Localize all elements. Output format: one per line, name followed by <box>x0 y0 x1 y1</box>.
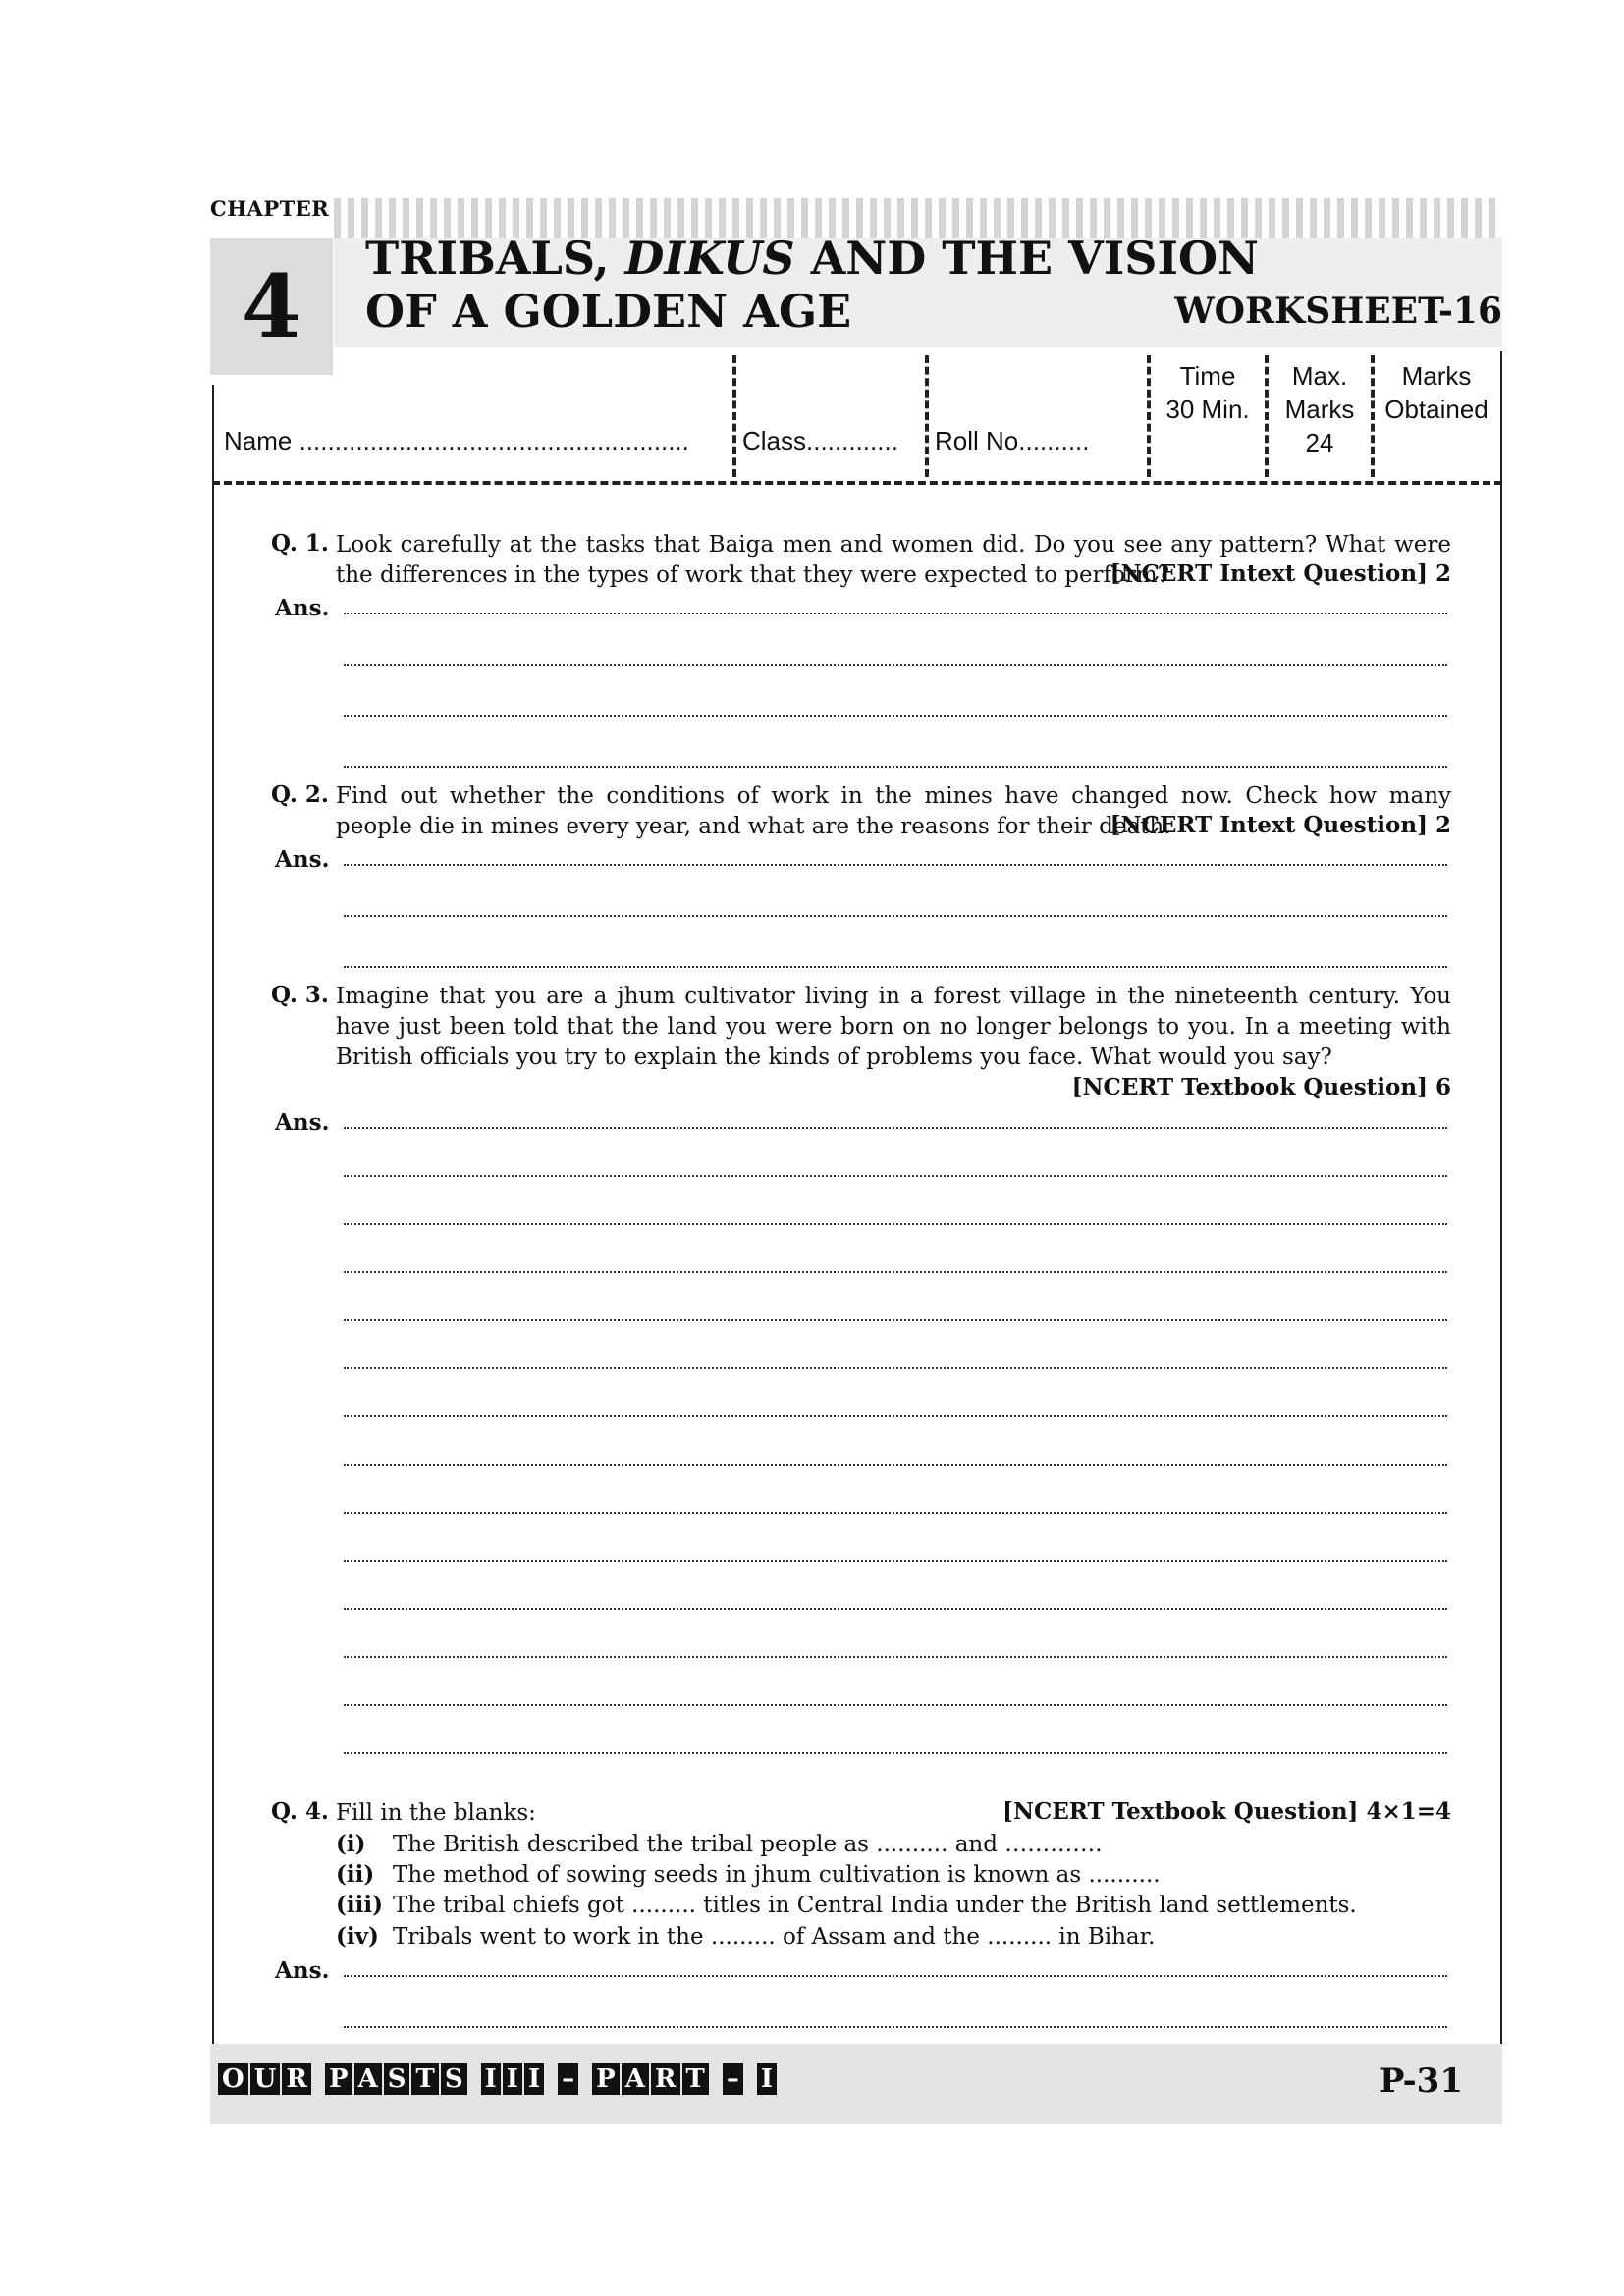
answer-line[interactable] <box>344 1127 1447 1129</box>
question-text: Imagine that you are a jhum cultivator living in a forest village in the nineteenth century. You have just been told that the land you were born on no longer belongs to you. In a meeting with British officials you try to explain the kinds of problems you face. What would you say? <box>336 984 1451 1070</box>
roll-number-field[interactable]: Roll No.......... <box>935 426 1090 455</box>
answer-line[interactable] <box>344 1415 1447 1417</box>
answer-line[interactable] <box>344 1175 1447 1177</box>
answer-line[interactable] <box>344 1223 1447 1225</box>
answer-line[interactable] <box>344 1975 1447 1977</box>
question-text: Fill in the blanks: <box>336 1800 536 1826</box>
answer-line[interactable] <box>344 1512 1447 1514</box>
chapter-title-line-1: TRIBALS, DIKUS AND THE VISION <box>365 232 1260 285</box>
fill-blank-item: (iii) The tribal chiefs got ......... titles in Central India under the British land settlements. <box>336 1892 1357 1918</box>
chapter-label: CHAPTER <box>210 196 330 221</box>
answer-line[interactable] <box>344 1752 1447 1754</box>
answer-label: Ans. <box>275 1109 330 1136</box>
worksheet-label: WORKSHEET-16 <box>1174 291 1502 332</box>
question-number: Q. 1. <box>271 530 329 557</box>
question-tag: [NCERT Intext Question] 2 <box>1110 812 1451 838</box>
answer-line[interactable] <box>344 664 1447 666</box>
answer-label: Ans. <box>275 846 330 873</box>
question-tag: [NCERT Intext Question] 2 <box>1110 561 1451 587</box>
answer-line[interactable] <box>344 766 1447 768</box>
chapter-number: 4 <box>210 238 333 375</box>
answer-line[interactable] <box>344 1704 1447 1706</box>
question-text: Look carefully at the tasks that Baiga men and women did. Do you see any pattern? What were the differences in the types of work that they were expected to perform? <box>336 532 1451 588</box>
question-tag: [NCERT Textbook Question] 4×1=4 <box>1002 1798 1451 1825</box>
divider <box>925 355 929 477</box>
answer-line[interactable] <box>344 1560 1447 1562</box>
answer-line[interactable] <box>344 864 1447 866</box>
book-title-word: I <box>757 2063 779 2095</box>
answer-line[interactable] <box>344 1367 1447 1369</box>
book-title-word: – <box>558 2063 580 2095</box>
answer-label: Ans. <box>275 595 330 621</box>
answer-line[interactable] <box>344 1464 1447 1466</box>
answer-line[interactable] <box>344 915 1447 917</box>
answer-line[interactable] <box>344 2026 1447 2028</box>
page-number: P-31 <box>1379 2061 1463 2101</box>
fill-blank-item: (ii) The method of sowing seeds in jhum cultivation is known as .......... <box>336 1861 1161 1888</box>
answer-label: Ans. <box>275 1957 330 1984</box>
book-title-word: – <box>723 2063 745 2095</box>
info-row-separator <box>212 481 1502 485</box>
book-title-word: O U R <box>218 2063 313 2095</box>
answer-line[interactable] <box>344 1608 1447 1610</box>
frame-left-border <box>212 385 214 2044</box>
class-field[interactable]: Class............. <box>742 426 898 455</box>
max-marks-box: Max. Marks 24 <box>1284 361 1355 457</box>
time-box: Time 30 Min. <box>1165 361 1250 424</box>
frame-right-border <box>1500 351 1502 2044</box>
marks-obtained-box[interactable]: Marks Obtained <box>1384 361 1489 424</box>
question-number: Q. 4. <box>271 1798 329 1825</box>
book-title <box>218 2063 779 2095</box>
answer-line[interactable] <box>344 1656 1447 1658</box>
question-text: Find out whether the conditions of work in the mines have changed now. Check how many people die in mines every year, and what are the reasons for their death. <box>336 783 1451 839</box>
answer-line[interactable] <box>344 1271 1447 1273</box>
answer-line[interactable] <box>344 613 1447 614</box>
name-field[interactable]: Name ....................................................... <box>224 426 689 455</box>
book-title-word: P A R T <box>592 2063 711 2095</box>
answer-line[interactable] <box>344 1319 1447 1321</box>
question-number: Q. 2. <box>271 781 329 808</box>
answer-line[interactable] <box>344 715 1447 717</box>
question-tag: [NCERT Textbook Question] 6 <box>1071 1074 1451 1100</box>
chapter-title-line-2: OF A GOLDEN AGE <box>365 285 852 338</box>
divider <box>732 355 736 477</box>
book-title-word: P A S T S <box>325 2063 469 2095</box>
fill-blank-item: (iv) Tribals went to work in the ......... of Assam and the ......... in Bihar. <box>336 1923 1156 1949</box>
fill-blank-item: (i) The British described the tribal people as .......... and …………. <box>336 1831 1103 1857</box>
answer-line[interactable] <box>344 966 1447 968</box>
book-title-word: I I I <box>481 2063 547 2095</box>
question-number: Q. 3. <box>271 982 329 1008</box>
